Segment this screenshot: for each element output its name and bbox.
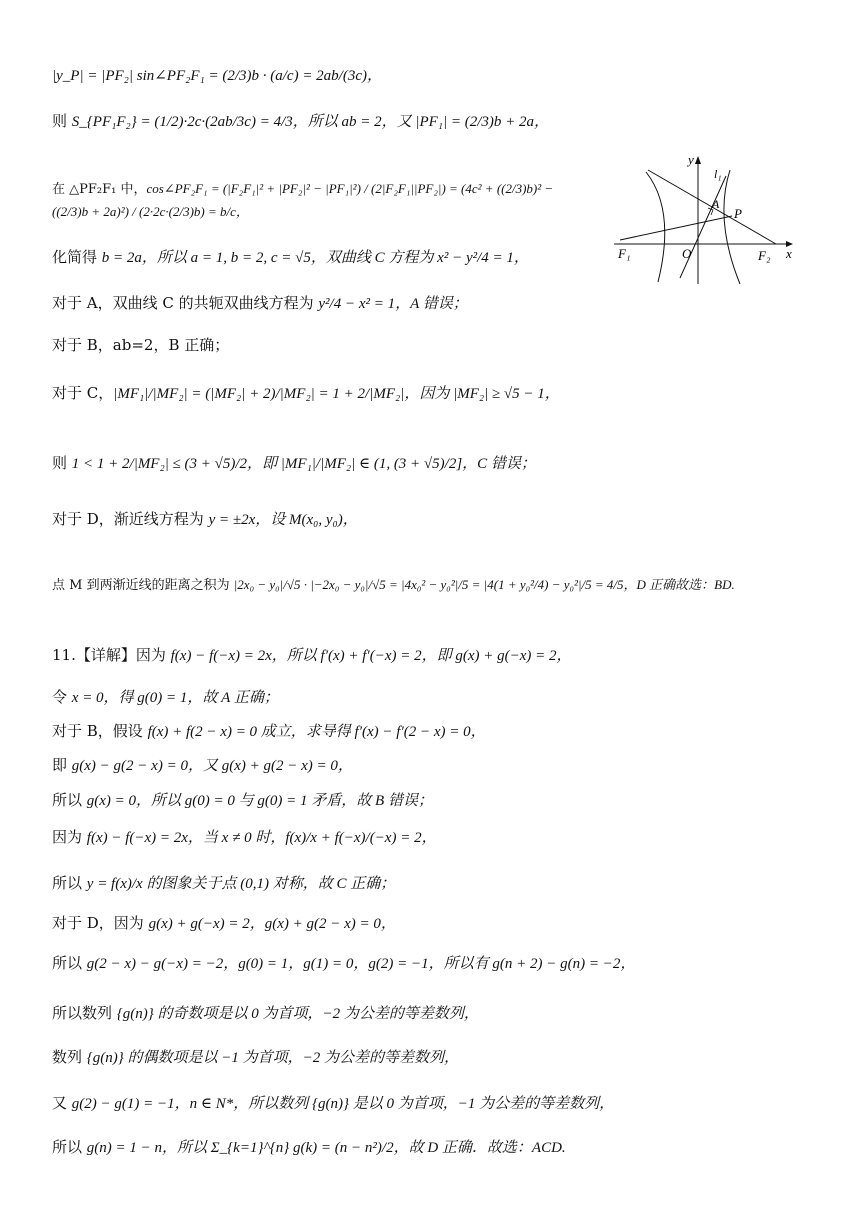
line-7-prefix: 对于 C， xyxy=(52,384,114,402)
label-F2: F₂ xyxy=(758,248,771,263)
label-A: A xyxy=(712,197,720,211)
line-20-math: {g(n)} 的奇数项是以 0 为首项，−2 为公差的等差数列， xyxy=(116,1006,479,1022)
line-9-math: y = ±2x，设 M(x₀, y₀)， xyxy=(208,512,358,528)
line-10-prefix: 点 M 到两渐近线的距离之积为 xyxy=(52,578,234,593)
line-18-math: g(x) + g(−x) = 2，g(x) + g(2 − x) = 0， xyxy=(148,916,396,932)
y-axis-arrow xyxy=(695,156,701,164)
line-6 xyxy=(52,334,808,357)
line-2 xyxy=(52,110,808,133)
line-1 xyxy=(52,64,808,87)
line-18 xyxy=(52,912,808,935)
line-8-prefix: 则 xyxy=(52,454,72,472)
line-22-math: g(2) − g(1) = −1，n ∈ N*，所以数列 {g(n)} 是以 0 为首项，−1 为公差的等差数列， xyxy=(71,1096,615,1112)
line-19-math: g(2 − x) − g(−x) = −2，g(0) = 1，g(1) = 0，g(2) = −1，所以有 g(n + 2) − g(n) = −2， xyxy=(86,956,636,972)
line-23-math: g(n) = 1 − n，所以 Σ_{k=1}^{n} g(k) = (n − n²)/2，故 D 正确．故选：ACD. xyxy=(86,1140,566,1156)
line-16 xyxy=(52,826,808,849)
line-2-prefix: 则 xyxy=(52,112,72,130)
line-23-prefix: 所以 xyxy=(52,1138,87,1156)
line-13-math: f(x) + f(2 − x) = 0 成立，求导得 f′(x) − f′(2 − x) = 0， xyxy=(147,724,486,740)
line-11-prefix: 11.【详解】因为 xyxy=(52,646,171,664)
label-y: y xyxy=(688,152,694,167)
label-P: P xyxy=(734,206,742,221)
line-12 xyxy=(52,686,808,709)
line-23 xyxy=(52,1136,808,1159)
line-9 xyxy=(52,508,808,531)
line-15 xyxy=(52,789,808,812)
line-20 xyxy=(52,1002,808,1025)
line-4-prefix: 化简得 xyxy=(52,248,102,266)
line-14-prefix: 即 xyxy=(52,756,72,774)
line-19-prefix: 所以 xyxy=(52,954,87,972)
line-22 xyxy=(52,1092,808,1115)
label-x: x xyxy=(786,246,792,261)
line-12-prefix: 令 xyxy=(52,688,72,706)
line-1-math: |y_P| = |PF₂| sin∠PF₂F₁ = (2/3)b · (a/c) = 2ab/(3c)， xyxy=(52,68,383,84)
line-15-math: g(x) = 0，所以 g(0) = 0 与 g(0) = 1 矛盾，故 B 错误； xyxy=(86,793,433,809)
hyperbola-right-branch xyxy=(724,170,740,284)
line-21-prefix: 数列 xyxy=(52,1048,87,1066)
line-5 xyxy=(52,292,808,315)
line-14 xyxy=(52,754,808,777)
line-19 xyxy=(52,952,808,975)
line-11-math: f(x) − f(−x) = 2x，所以 f′(x) + f′(−x) = 2，即 g(x) + g(−x) = 2， xyxy=(170,648,572,664)
line-14-math: g(x) − g(2 − x) = 0，又 g(x) + g(2 − x) = 0， xyxy=(71,758,353,774)
line-11 xyxy=(52,644,808,667)
line-8-math: 1 < 1 + 2/|MF₂| ≤ (3 + √5)/2，即 |MF₁|/|MF₂| ∈ (1, (3 + √5)/2]，C 错误； xyxy=(71,456,536,472)
line-18-prefix: 对于 D，因为 xyxy=(52,914,149,932)
label-O: O xyxy=(682,246,692,261)
hyperbola-left-branch xyxy=(646,172,665,282)
line-3-prefix: 在 △PF₂F₁ 中， xyxy=(52,182,147,197)
line-16-math: f(x) − f(−x) = 2x，当 x ≠ 0 时，f(x)/x + f(−x)/(−x) = 2， xyxy=(86,830,437,846)
line-F1-P xyxy=(620,216,732,240)
line-3-math: cos∠PF₂F₁ = (|F₂F₁|² + |PF₂|² − |PF₁|²) / (2|F₂F₁||PF₂|) = (4c² + ((2/3)b)² − ((2/3)b + 2a)²) / (2·2c·(2/3)b) = b/c， xyxy=(52,181,554,219)
line-16-prefix: 因为 xyxy=(52,828,87,846)
line-4-math: b = 2a，所以 a = 1, b = 2, c = √5，双曲线 C 方程为 x² − y²/4 = 1， xyxy=(101,250,529,266)
label-F1: F₁ xyxy=(618,246,631,261)
line-8 xyxy=(52,452,808,475)
line-l1 xyxy=(680,176,726,278)
line-20-prefix: 所以数列 xyxy=(52,1004,117,1022)
line-10-math: |2x₀ − y₀|/√5 · |−2x₀ − y₀|/√5 = |4x₀² − y₀²|/5 = |4(1 + y₀²/4) − y₀²|/5 = 4/5，D 正确故选：BD. xyxy=(233,577,735,592)
line-2-math: S_{PF₁F₂} = (1/2)·2c·(2ab/3c) = 4/3，所以 ab = 2，又 |PF₁| = (2/3)b + 2a， xyxy=(71,114,550,130)
line-17-prefix: 所以 xyxy=(52,874,87,892)
hyperbola-figure xyxy=(608,150,798,285)
line-22-prefix: 又 xyxy=(52,1094,72,1112)
line-13 xyxy=(52,720,808,743)
line-21-math: {g(n)} 的偶数项是以 −1 为首项，−2 为公差的等差数列， xyxy=(86,1050,460,1066)
line-21 xyxy=(52,1046,808,1069)
line-10 xyxy=(52,574,808,597)
line-12-math: x = 0，得 g(0) = 1，故 A 正确； xyxy=(71,690,279,706)
line-17-math: y = f(x)/x 的图象关于点 (0,1) 对称，故 C 正确； xyxy=(86,876,396,892)
label-l1: l₁ xyxy=(714,167,722,181)
line-13-prefix: 对于 B，假设 xyxy=(52,722,148,740)
line-7 xyxy=(52,382,808,405)
line-3 xyxy=(52,178,588,224)
line-5-prefix: 对于 A，双曲线 C 的共轭双曲线方程为 xyxy=(52,294,319,312)
line-9-prefix: 对于 D，渐近线方程为 xyxy=(52,510,209,528)
line-6-prefix: 对于 B，ab=2，B 正确； xyxy=(52,336,230,354)
line-5-math: y²/4 − x² = 1，A 错误； xyxy=(318,296,468,312)
line-15-prefix: 所以 xyxy=(52,791,87,809)
line-17 xyxy=(52,872,808,895)
line-7-math: |MF₁|/|MF₂| = (|MF₂| + 2)/|MF₂| = 1 + 2/|MF₂|，因为 |MF₂| ≥ √5 − 1， xyxy=(113,386,560,402)
